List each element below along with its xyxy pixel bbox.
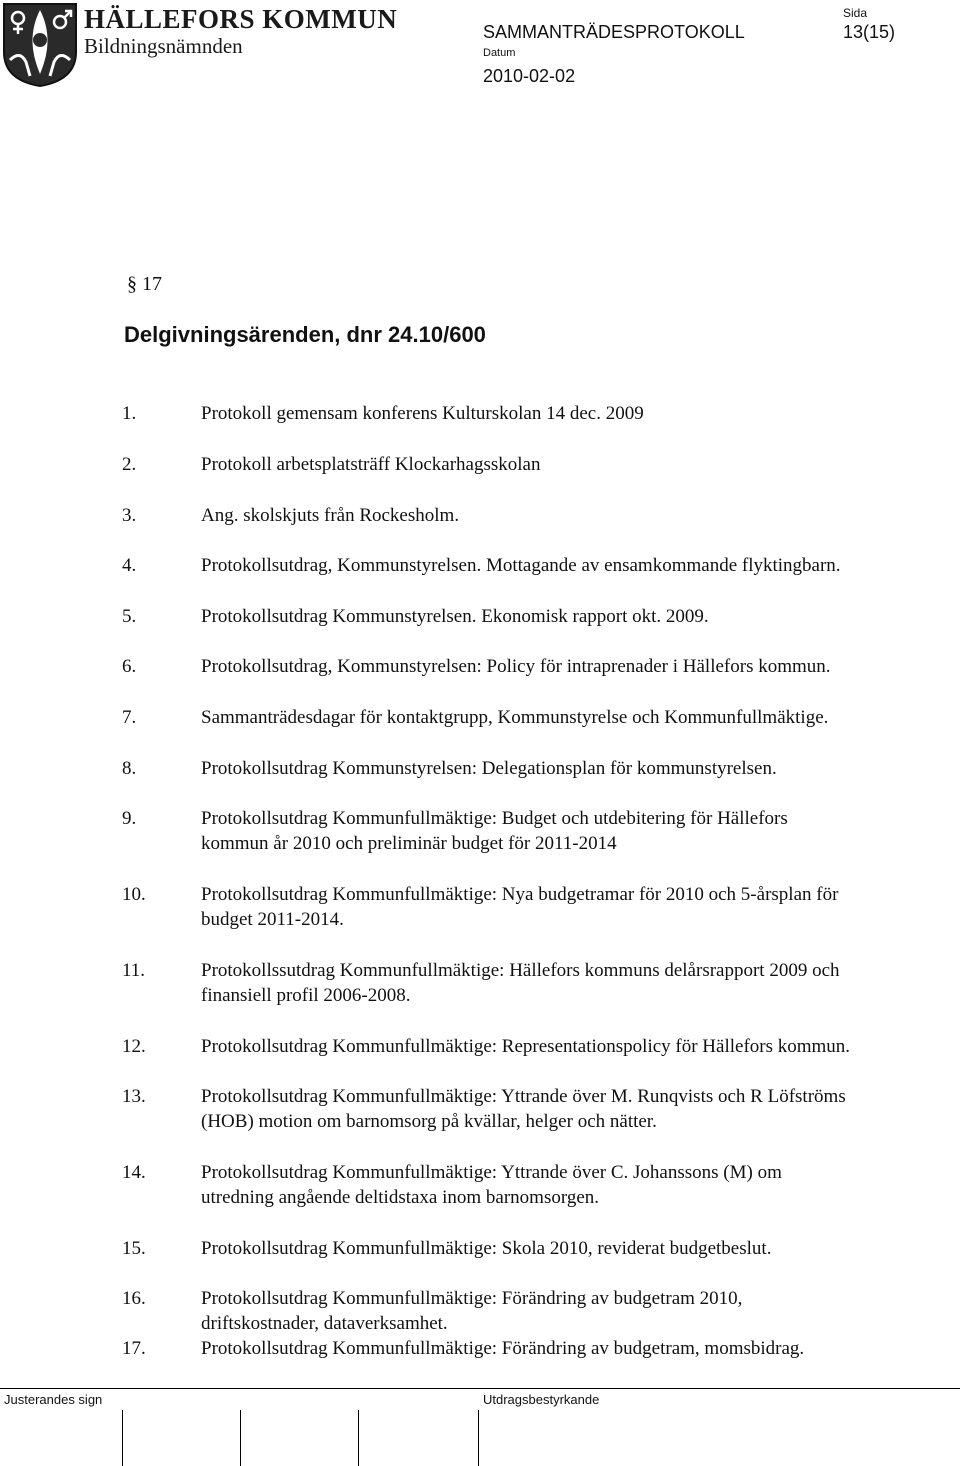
date-label: Datum bbox=[483, 47, 516, 59]
item-text: Protokollsutdrag Kommunfullmäktige: Representationspolicy för Hällefors kommun. bbox=[201, 1036, 851, 1057]
item-number: 4. bbox=[122, 555, 137, 576]
item-number: 1. bbox=[122, 403, 137, 424]
signers-label: Justerandes sign bbox=[4, 1392, 103, 1407]
item-text-continuation: finansiell profil 2006-2008. bbox=[201, 985, 411, 1006]
item-number: 8. bbox=[122, 758, 137, 779]
item-text: Protokollsutdrag Kommunfullmäktige: Budget och utdebitering för Hällefors bbox=[201, 808, 788, 829]
municipal-coat-of-arms-icon bbox=[0, 0, 80, 88]
item-number: 13. bbox=[122, 1086, 146, 1107]
section-number: § 17 bbox=[127, 273, 162, 295]
organization-name: HÄLLEFORS KOMMUN bbox=[84, 4, 398, 34]
item-text: Protokollsutdrag Kommunfullmäktige: Yttrande över M. Runqvists och R Löfströms bbox=[201, 1086, 846, 1107]
item-text-continuation: utredning angående deltidstaxa inom barnomsorgen. bbox=[201, 1187, 600, 1208]
item-text: Protokollssutdrag Kommunfullmäktige: Hällefors kommuns delårsrapport 2009 och bbox=[201, 960, 840, 981]
item-number: 2. bbox=[122, 454, 137, 475]
item-number: 12. bbox=[122, 1036, 146, 1057]
item-text: Protokoll arbetsplatsträff Klockarhagsskolan bbox=[201, 454, 541, 475]
item-text: Protokoll gemensam konferens Kulturskolan 14 dec. 2009 bbox=[201, 403, 644, 424]
item-text: Protokollsutdrag Kommunstyrelsen: Delegationsplan för kommunstyrelsen. bbox=[201, 758, 777, 779]
item-number: 15. bbox=[122, 1238, 146, 1259]
extract-certification-label: Utdragsbestyrkande bbox=[483, 1392, 600, 1407]
item-text: Protokollsutdrag, Kommunstyrelsen: Policy för intraprenader i Hällefors kommun. bbox=[201, 656, 831, 677]
item-text: Protokollsutdrag Kommunfullmäktige: Förändring av budgetram 2010, bbox=[201, 1288, 743, 1309]
page-label: Sida bbox=[843, 6, 868, 20]
footer-divider bbox=[0, 1388, 960, 1389]
item-number: 3. bbox=[122, 505, 137, 526]
item-text: Ang. skolskjuts från Rockesholm. bbox=[201, 505, 460, 526]
item-text: Protokollsutdrag Kommunstyrelsen. Ekonomisk rapport okt. 2009. bbox=[201, 606, 709, 627]
item-number: 9. bbox=[122, 808, 137, 829]
item-number: 10. bbox=[122, 884, 146, 905]
item-text: Sammanträdesdagar för kontaktgrupp, Kommunstyrelse och Kommunfullmäktige. bbox=[201, 707, 829, 728]
committee-name: Bildningsnämnden bbox=[84, 34, 243, 58]
signature-box-divider bbox=[478, 1410, 479, 1466]
meeting-date: 2010-02-02 bbox=[483, 66, 576, 86]
item-number: 11. bbox=[122, 960, 146, 981]
item-text: Protokollsutdrag Kommunfullmäktige: Förändring av budgetram, momsbidrag. bbox=[201, 1338, 805, 1359]
section-title: Delgivningsärenden, dnr 24.10/600 bbox=[124, 322, 486, 347]
document-type: SAMMANTRÄDESPROTOKOLL bbox=[483, 22, 745, 42]
item-text-continuation: driftskostnader, dataverksamhet. bbox=[201, 1313, 448, 1334]
item-text: Protokollsutdrag Kommunfullmäktige: Skola 2010, reviderat budgetbeslut. bbox=[201, 1238, 772, 1259]
item-text-continuation: budget 2011-2014. bbox=[201, 909, 344, 930]
item-text: Protokollsutdrag Kommunfullmäktige: Yttrande över C. Johanssons (M) om bbox=[201, 1162, 782, 1183]
item-text-continuation: (HOB) motion om barnomsorg på kvällar, helger och nätter. bbox=[201, 1111, 657, 1132]
signature-box-divider bbox=[240, 1410, 241, 1466]
item-number: 6. bbox=[122, 656, 137, 677]
page-number: 13(15) bbox=[843, 22, 896, 42]
item-text-continuation: kommun år 2010 och preliminär budget för 2011-2014 bbox=[201, 833, 617, 854]
item-number: 7. bbox=[122, 707, 137, 728]
item-number: 17. bbox=[122, 1338, 146, 1359]
signature-box-divider bbox=[122, 1410, 123, 1466]
signature-box-divider bbox=[358, 1410, 359, 1466]
item-text: Protokollsutdrag, Kommunstyrelsen. Mottagande av ensamkommande flyktingbarn. bbox=[201, 555, 841, 576]
item-number: 14. bbox=[122, 1162, 146, 1183]
item-text: Protokollsutdrag Kommunfullmäktige: Nya budgetramar för 2010 och 5-årsplan för bbox=[201, 884, 839, 905]
item-number: 16. bbox=[122, 1288, 146, 1309]
item-number: 5. bbox=[122, 606, 137, 627]
